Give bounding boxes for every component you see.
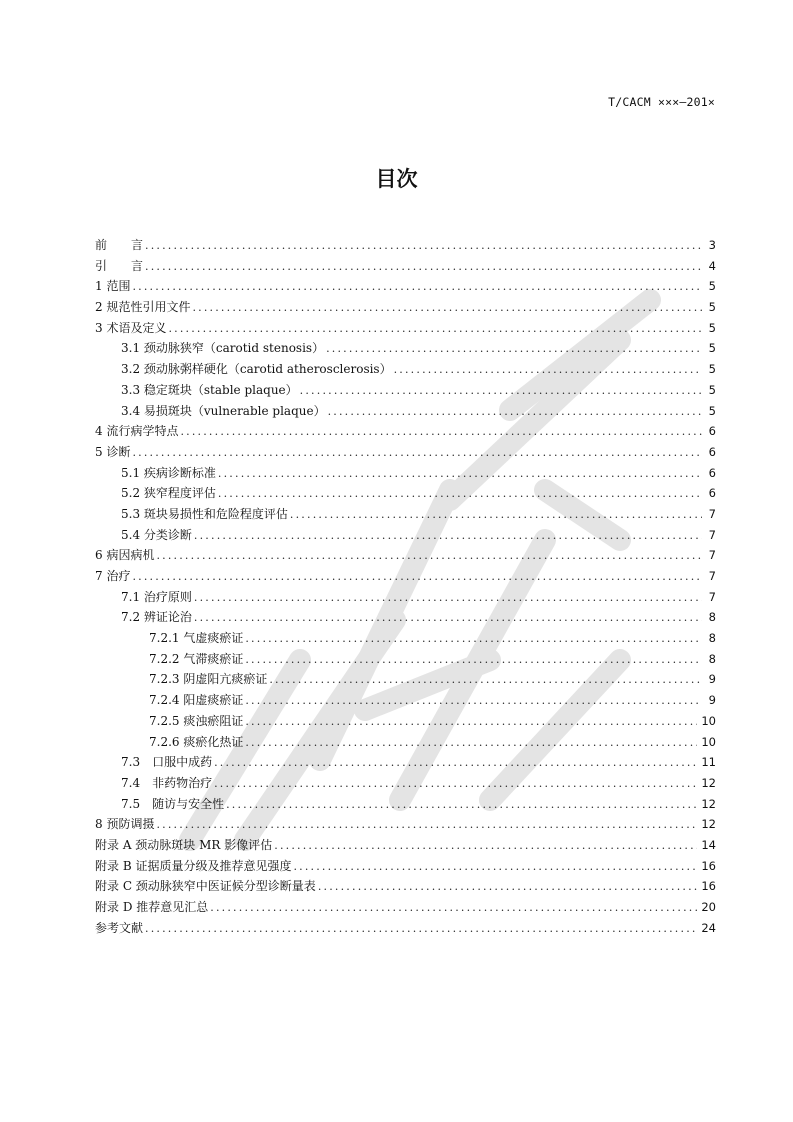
toc-entry-page: 10 bbox=[701, 734, 716, 749]
toc-entry-page: 5 bbox=[708, 320, 716, 335]
toc-entry[interactable] bbox=[95, 235, 716, 256]
toc-entry-page: 5 bbox=[708, 362, 716, 377]
toc-entry-label: 3.1 颈动脉狭窄（carotid stenosis） bbox=[121, 341, 325, 356]
toc-entry[interactable] bbox=[95, 752, 716, 773]
toc-entry[interactable] bbox=[95, 669, 716, 690]
toc-entry[interactable] bbox=[95, 359, 716, 380]
toc-entry-page: 8 bbox=[708, 610, 716, 625]
toc-leader-dots bbox=[245, 650, 702, 671]
toc-entry-page: 12 bbox=[701, 817, 716, 832]
toc-entry[interactable] bbox=[95, 649, 716, 670]
toc-leader-dots bbox=[145, 236, 702, 257]
toc-leader-dots bbox=[192, 298, 702, 319]
toc-leader-dots bbox=[394, 360, 702, 381]
toc-leader-dots bbox=[214, 753, 697, 774]
toc-entry[interactable] bbox=[95, 421, 716, 442]
toc-entry-label: 7.3 口服中成药 bbox=[121, 755, 213, 770]
toc-entry-label: 7.2 辨证论治 bbox=[121, 610, 192, 625]
toc-leader-dots bbox=[156, 815, 697, 836]
toc-leader-dots bbox=[194, 608, 702, 629]
toc-entry-label: 附录 B 证据质量分级及推荐意见强度 bbox=[95, 858, 292, 873]
toc-entry[interactable] bbox=[95, 628, 716, 649]
toc-entry-page: 11 bbox=[701, 755, 716, 770]
toc-entry-page: 5 bbox=[708, 341, 716, 356]
toc-entry-page: 7 bbox=[708, 589, 716, 604]
toc-entry[interactable] bbox=[95, 525, 716, 546]
toc-leader-dots bbox=[180, 422, 702, 443]
toc-entry-label: 5.2 狭窄程度评估 bbox=[121, 486, 216, 501]
toc-entry-page: 3 bbox=[708, 238, 716, 252]
toc-entry[interactable] bbox=[95, 318, 716, 339]
toc-entry-page: 6 bbox=[708, 465, 716, 480]
toc-entry-page: 16 bbox=[701, 858, 716, 873]
toc-leader-dots bbox=[328, 402, 702, 423]
toc-entry-label: 3.2 颈动脉粥样硬化（carotid atherosclerosis） bbox=[121, 362, 392, 377]
toc-leader-dots bbox=[226, 795, 697, 816]
toc-entry[interactable] bbox=[95, 711, 716, 732]
toc-entry-page: 8 bbox=[708, 631, 716, 646]
toc-entry[interactable] bbox=[95, 380, 716, 401]
toc-leader-dots bbox=[145, 919, 697, 940]
toc-entry-label: 1 范围 bbox=[95, 279, 131, 294]
toc-entry-page: 12 bbox=[701, 775, 716, 790]
toc-entry-page: 6 bbox=[708, 424, 716, 439]
toc-leader-dots bbox=[210, 898, 697, 919]
toc-entry[interactable] bbox=[95, 566, 716, 587]
toc-entry-label: 引 言 bbox=[95, 258, 144, 273]
toc-entry-page: 7 bbox=[708, 506, 716, 521]
toc-entry[interactable] bbox=[95, 794, 716, 815]
toc-leader-dots bbox=[156, 546, 702, 567]
toc-entry-label: 8 预防调摄 bbox=[95, 817, 155, 832]
toc-leader-dots bbox=[245, 691, 702, 712]
toc-entry[interactable] bbox=[95, 607, 716, 628]
toc-title: 目次 bbox=[375, 167, 418, 191]
toc-entry-page: 7 bbox=[708, 569, 716, 583]
toc-leader-dots bbox=[326, 339, 702, 360]
toc-entry-page: 5 bbox=[708, 382, 716, 397]
toc-leader-dots bbox=[300, 381, 702, 402]
toc-entry-page: 14 bbox=[701, 837, 716, 852]
toc-leader-dots bbox=[132, 277, 702, 298]
toc-entry[interactable] bbox=[95, 773, 716, 794]
toc-entry-label: 前 言 bbox=[95, 238, 144, 252]
toc-entry[interactable] bbox=[95, 876, 716, 897]
toc-entry-label: 参考文献 bbox=[95, 920, 144, 935]
toc-entry[interactable] bbox=[95, 814, 716, 835]
toc-leader-dots bbox=[274, 836, 697, 857]
toc-entry-label: 7 治疗 bbox=[95, 569, 131, 583]
toc-entry-page: 7 bbox=[708, 548, 716, 563]
toc-entry-label: 7.2.1 气虚痰瘀证 bbox=[149, 631, 244, 646]
table-of-contents bbox=[95, 235, 716, 938]
toc-leader-dots bbox=[168, 319, 702, 340]
toc-entry[interactable] bbox=[95, 545, 716, 566]
toc-entry-page: 5 bbox=[708, 279, 716, 294]
toc-leader-dots bbox=[245, 629, 702, 650]
toc-entry-page: 9 bbox=[708, 672, 716, 687]
toc-leader-dots bbox=[245, 712, 697, 733]
toc-entry[interactable] bbox=[95, 504, 716, 525]
toc-entry[interactable] bbox=[95, 297, 716, 318]
toc-entry-page: 5 bbox=[708, 403, 716, 418]
toc-entry-label: 7.2.3 阴虚阳亢痰瘀证 bbox=[149, 672, 268, 687]
toc-entry[interactable] bbox=[95, 442, 716, 463]
toc-leader-dots bbox=[290, 505, 702, 526]
toc-entry-page: 7 bbox=[708, 527, 716, 542]
toc-entry-label: 3.3 稳定斑块（stable plaque） bbox=[121, 382, 298, 397]
toc-entry-page: 5 bbox=[708, 300, 716, 315]
toc-entry-page: 8 bbox=[708, 651, 716, 666]
toc-leader-dots bbox=[218, 484, 702, 505]
toc-entry-label: 7.4 非药物治疗 bbox=[121, 775, 213, 790]
toc-entry-page: 16 bbox=[701, 879, 716, 894]
toc-entry[interactable] bbox=[95, 463, 716, 484]
toc-leader-dots bbox=[145, 257, 702, 278]
toc-leader-dots bbox=[132, 567, 702, 588]
toc-entry-page: 20 bbox=[701, 900, 716, 914]
standard-code: T/CACM ×××—201× bbox=[608, 95, 715, 109]
toc-entry-label: 附录 A 颈动脉斑块 MR 影像评估 bbox=[95, 837, 273, 852]
toc-entry-page: 6 bbox=[708, 444, 716, 459]
toc-entry[interactable] bbox=[95, 856, 716, 877]
toc-leader-dots bbox=[269, 670, 702, 691]
toc-entry-label: 4 流行病学特点 bbox=[95, 424, 179, 439]
toc-entry-label: 7.5 随访与安全性 bbox=[121, 796, 225, 811]
toc-leader-dots bbox=[132, 443, 702, 464]
toc-entry-page: 12 bbox=[701, 796, 716, 811]
toc-entry-label: 3.4 易损斑块（vulnerable plaque） bbox=[121, 403, 326, 418]
toc-entry[interactable] bbox=[95, 587, 716, 608]
toc-leader-dots bbox=[194, 526, 702, 547]
toc-leader-dots bbox=[218, 464, 702, 485]
toc-entry[interactable] bbox=[95, 897, 716, 918]
toc-entry-page: 24 bbox=[701, 920, 716, 935]
toc-entry-label: 7.2.2 气滞痰瘀证 bbox=[149, 651, 244, 666]
toc-leader-dots bbox=[194, 588, 702, 609]
toc-entry-label: 6 病因病机 bbox=[95, 548, 155, 563]
toc-leader-dots bbox=[214, 774, 697, 795]
toc-entry-label: 5 诊断 bbox=[95, 444, 131, 459]
toc-entry-label: 附录 C 颈动脉狭窄中医证候分型诊断量表 bbox=[95, 879, 316, 894]
toc-entry-label: 附录 D 推荐意见汇总 bbox=[95, 900, 209, 914]
toc-entry[interactable] bbox=[95, 835, 716, 856]
toc-entry[interactable] bbox=[95, 276, 716, 297]
toc-entry[interactable] bbox=[95, 918, 716, 939]
toc-entry-label: 7.2.6 痰瘀化热证 bbox=[149, 734, 244, 749]
toc-entry-label: 5.1 疾病诊断标准 bbox=[121, 465, 216, 480]
toc-entry[interactable] bbox=[95, 690, 716, 711]
toc-entry-label: 7.1 治疗原则 bbox=[121, 589, 192, 604]
toc-entry[interactable] bbox=[95, 732, 716, 753]
toc-entry-page: 9 bbox=[708, 693, 716, 708]
toc-entry-label: 5.3 斑块易损性和危险程度评估 bbox=[121, 506, 288, 521]
toc-entry-label: 5.4 分类诊断 bbox=[121, 527, 192, 542]
toc-entry-label: 2 规范性引用文件 bbox=[95, 300, 191, 315]
toc-entry-label: 7.2.4 阳虚痰瘀证 bbox=[149, 693, 244, 708]
toc-entry[interactable] bbox=[95, 338, 716, 359]
toc-entry-page: 4 bbox=[708, 258, 716, 273]
toc-entry[interactable] bbox=[95, 483, 716, 504]
toc-entry-page: 10 bbox=[701, 713, 716, 728]
toc-entry[interactable] bbox=[95, 256, 716, 277]
toc-entry[interactable] bbox=[95, 401, 716, 422]
toc-entry-page: 6 bbox=[708, 486, 716, 501]
toc-leader-dots bbox=[318, 877, 698, 898]
toc-leader-dots bbox=[293, 857, 697, 878]
toc-entry-label: 7.2.5 痰浊瘀阻证 bbox=[149, 713, 244, 728]
toc-leader-dots bbox=[245, 733, 697, 754]
toc-entry-label: 3 术语及定义 bbox=[95, 320, 167, 335]
